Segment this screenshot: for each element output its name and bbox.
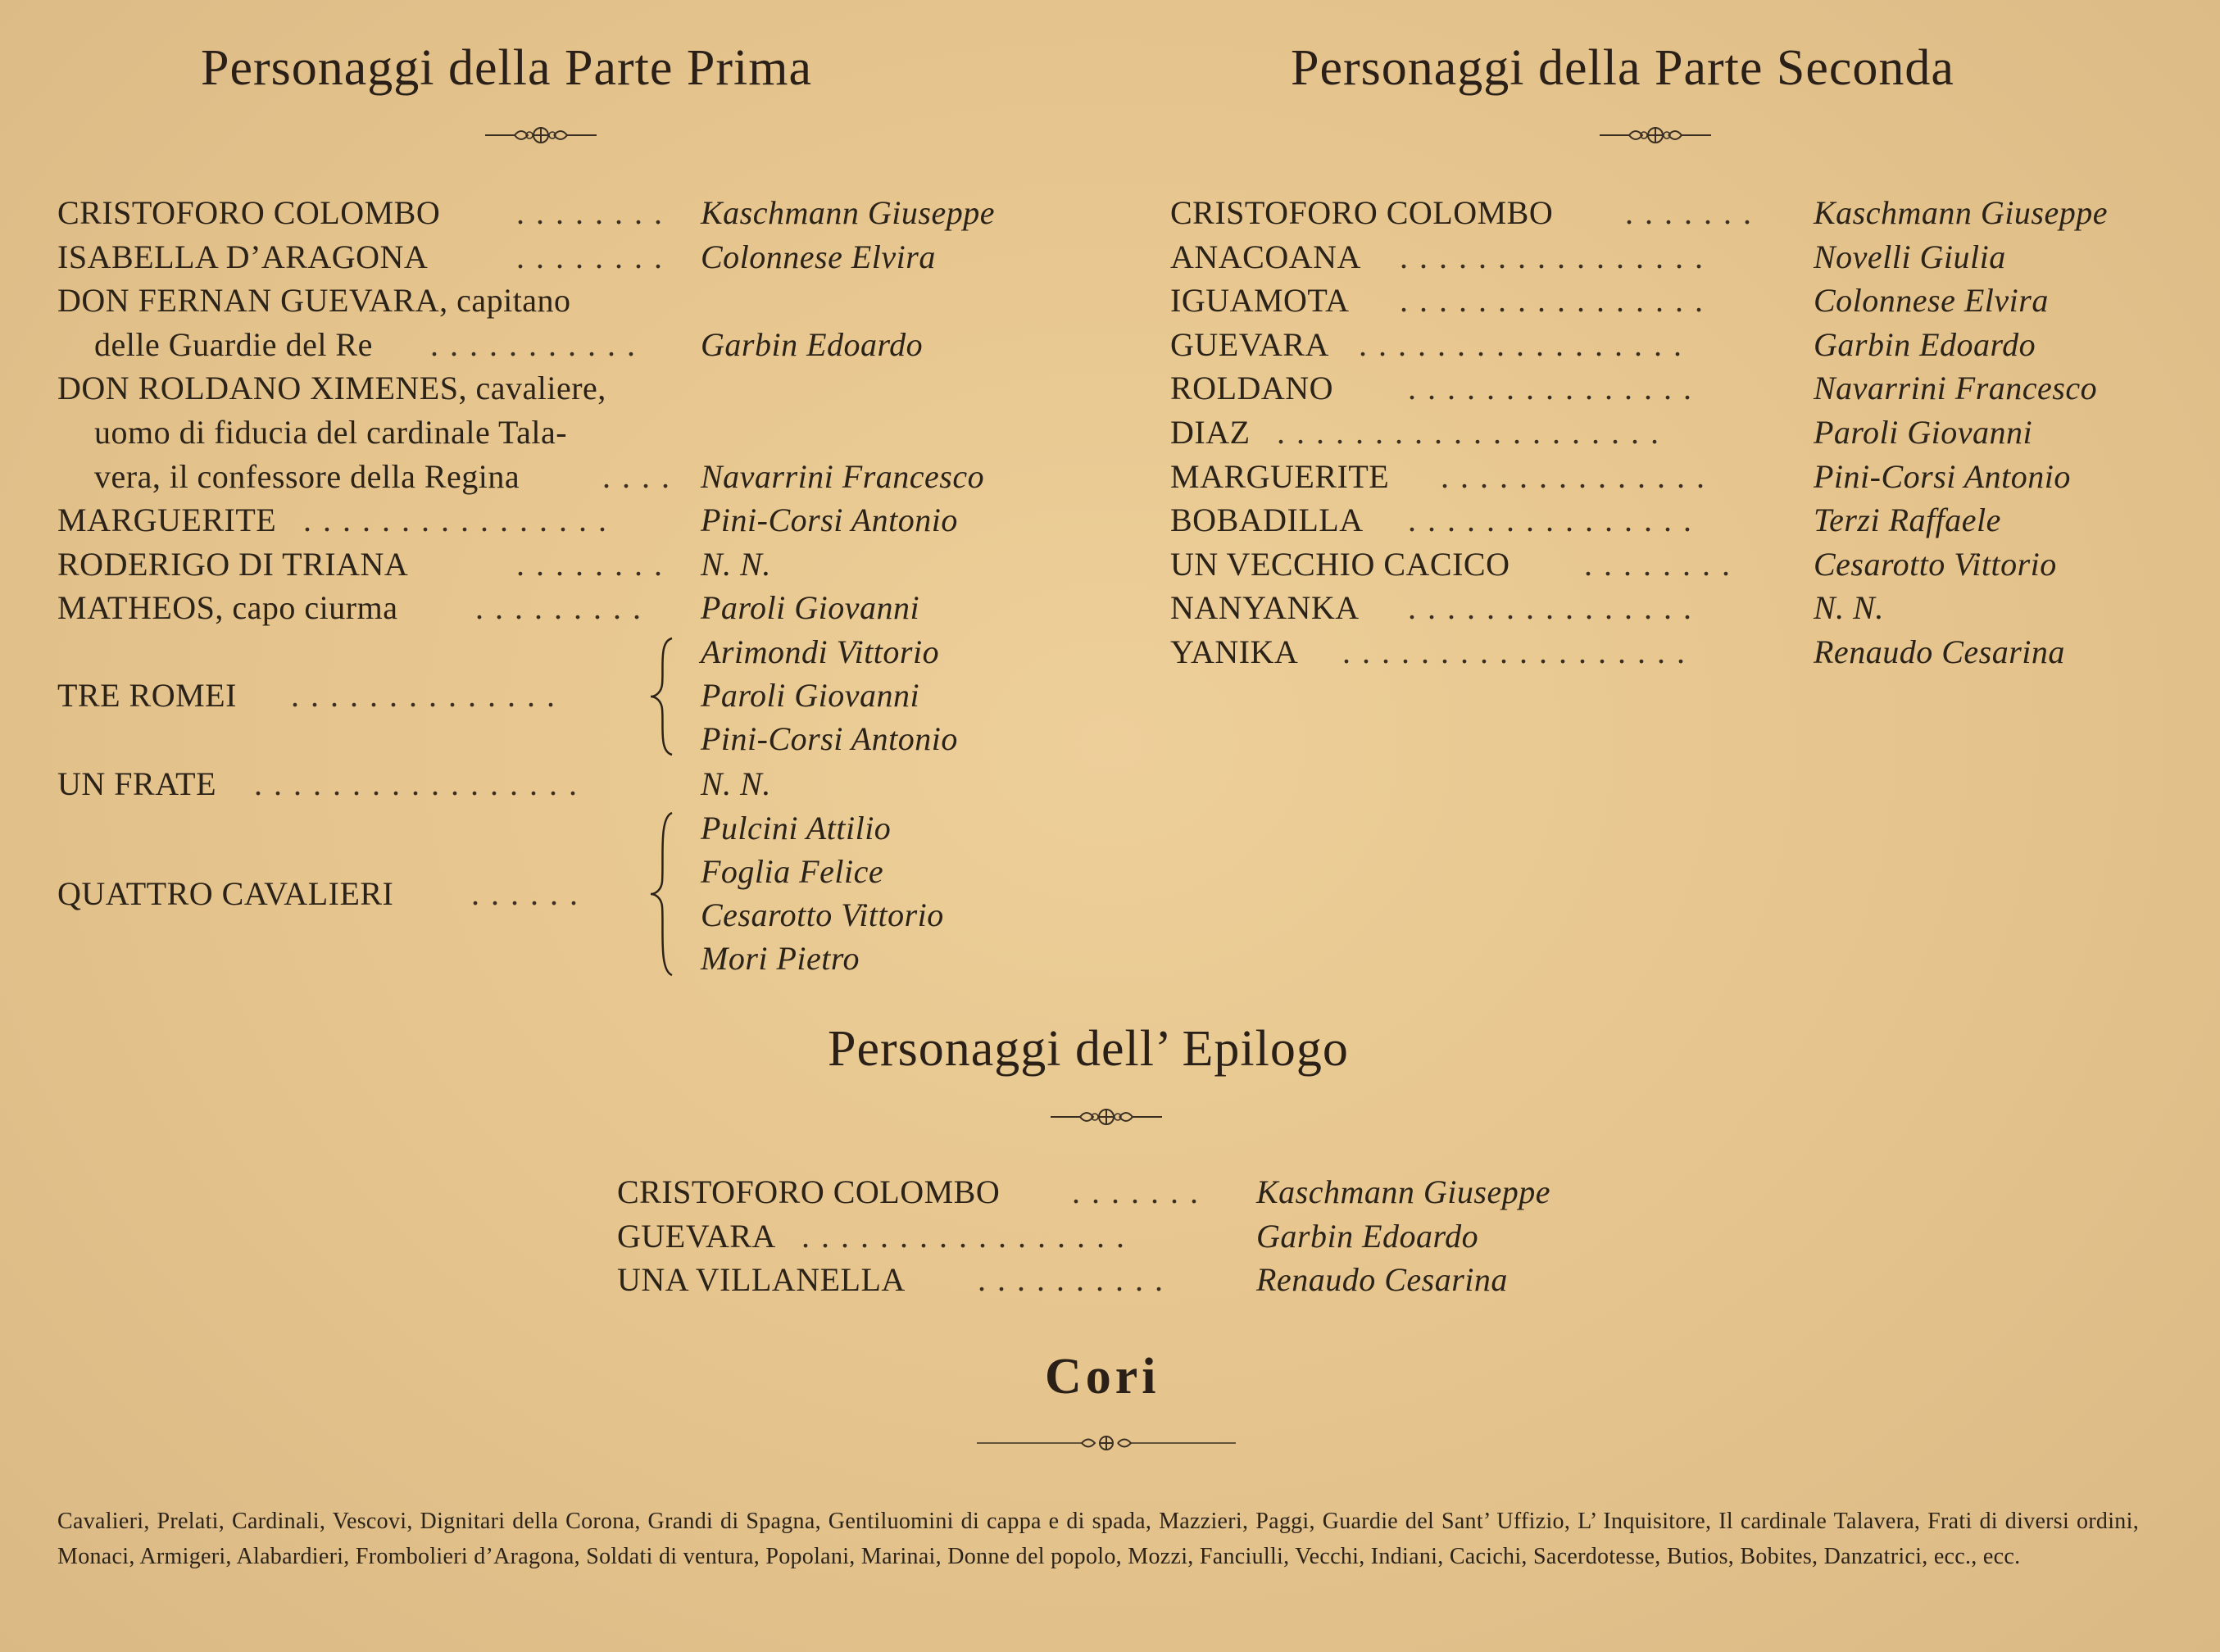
cast-row: IGUAMOTA .​.​.​.​.​.​.​.​.​.​.​.​.​.​.​. Colonnese Elvira <box>1170 282 2049 320</box>
tre-romei-group: TRE ROMEI .​.​.​.​.​.​.​.​.​.​.​.​.​. Arimondi Vittorio Paroli Giovanni Pini-Corsi Antonio <box>57 633 958 757</box>
cast-row: CRISTOFORO COLOMBO .​.​.​.​.​.​. Kaschmann Giuseppe <box>1170 194 2108 231</box>
cast-row: MARGUERITE .​.​.​.​.​.​.​.​.​.​.​.​.​. Pini-Corsi Antonio <box>1170 457 2071 495</box>
ornament-divider-icon <box>1598 123 1713 148</box>
cast-row: NANYANKA .​.​.​.​.​.​.​.​.​.​.​.​.​.​. N. N. <box>1170 589 1884 627</box>
cast-row: ANACOANA .​.​.​.​.​.​.​.​.​.​.​.​.​.​.​. Novelli Giulia <box>1170 238 2006 275</box>
cast-row: ROLDANO .​.​.​.​.​.​.​.​.​.​.​.​.​.​. Navarrini Francesco <box>1170 370 2098 407</box>
cast-row: UN VECCHIO CACICO .​.​.​.​.​.​.​. Cesarotto Vittorio <box>1170 545 2057 583</box>
cast-row: DON ROLDANO XIMENES, cavaliere, <box>57 370 606 407</box>
epilogo-cast-list <box>617 1170 1641 1302</box>
part1-cast-list <box>57 191 1024 982</box>
cast-row: GUEVARA .​.​.​.​.​.​.​.​.​.​.​.​.​.​.​.​. Garbin Edoardo <box>1170 325 2036 363</box>
cast-row: CRISTOFORO COLOMBO .​.​.​.​.​.​.​. Kaschmann Giuseppe <box>57 194 995 231</box>
cast-row: UN FRATE .​.​.​.​.​.​.​.​.​.​.​.​.​.​.​.​. N. N. <box>57 765 771 802</box>
ornament-divider-icon <box>483 123 598 148</box>
cast-row: uomo di fiducia del cardinale Tala- <box>94 413 568 451</box>
ornament-divider-icon <box>1049 1105 1164 1129</box>
cast-row: DON FERNAN GUEVARA, capitano <box>57 282 571 320</box>
ornament-divider-icon <box>975 1431 1237 1455</box>
cast-row: BOBADILLA .​.​.​.​.​.​.​.​.​.​.​.​.​.​. Terzi Raffaele <box>1170 502 2001 539</box>
brace-icon <box>647 635 680 758</box>
cast-row: DIAZ .​.​.​.​.​.​.​.​.​.​.​.​.​.​.​.​.​.​.​. Paroli Giovanni <box>1170 413 2033 451</box>
part2-title: Personaggi della Parte Seconda <box>1291 40 1954 96</box>
cast-row: delle Guardie del Re .​.​.​.​.​.​.​.​.​.​. Garbin Edoardo <box>94 325 924 363</box>
quattro-cavalieri-group: QUATTRO CAVALIERI .​.​.​.​.​. Pulcini Attilio Foglia Felice Cesarotto Vittorio Mori Pietro <box>57 809 944 977</box>
cast-row: GUEVARA .​.​.​.​.​.​.​.​.​.​.​.​.​.​.​.​. Garbin Edoardo <box>617 1217 1479 1255</box>
part1-title: Personaggi della Parte Prima <box>201 40 812 96</box>
epilogo-title: Personaggi dell’ Epilogo <box>828 1021 1349 1077</box>
cast-row: vera, il confessore della Regina .​.​.​. Navarrini Francesco <box>94 457 985 495</box>
cori-list: Cavalieri, Prelati, Cardinali, Vescovi, Dignitari della Corona, Grandi di Spagna, Gentiluomini di cappa e di spada, Mazzieri, Paggi, Guardie del Sant’ Uffizio, L’ Inquisitore, Il cardinale Talavera, Frati di diversi ordini, Monaci, Armigeri, Alabardieri, Frombolieri d’Aragona, Soldati di ventura, Popolani, Marinai, Donne del popolo, Mozzi, Fanciulli, Vecchi, Indiani, Cacichi, Sacerdotesse, Butios, Bobites, Danzatrici, ecc., ecc. <box>57 1509 2139 1569</box>
cast-row: UNA VILLANELLA .​.​.​.​.​.​.​.​.​. Renaudo Cesarina <box>617 1261 1508 1299</box>
cast-row: ISABELLA D’ARAGONA .​.​.​.​.​.​.​. Colonnese Elvira <box>57 238 936 275</box>
cast-row: RODERIGO DI TRIANA .​.​.​.​.​.​.​. N. N. <box>57 545 771 583</box>
cast-row: MARGUERITE .​.​.​.​.​.​.​.​.​.​.​.​.​.​.​. Pini-Corsi Antonio <box>57 502 958 539</box>
part2-cast-list <box>1170 191 2178 674</box>
cast-row: MATHEOS, capo ciurma .​.​.​.​.​.​.​.​. Paroli Giovanni <box>57 589 920 627</box>
cast-row: CRISTOFORO COLOMBO .​.​.​.​.​.​. Kaschmann Giuseppe <box>617 1173 1550 1210</box>
brace-icon <box>647 810 680 978</box>
cori-title: Cori <box>1045 1349 1160 1405</box>
cast-row: YANIKA .​.​.​.​.​.​.​.​.​.​.​.​.​.​.​.​.​. Renaudo Cesarina <box>1170 633 2065 670</box>
